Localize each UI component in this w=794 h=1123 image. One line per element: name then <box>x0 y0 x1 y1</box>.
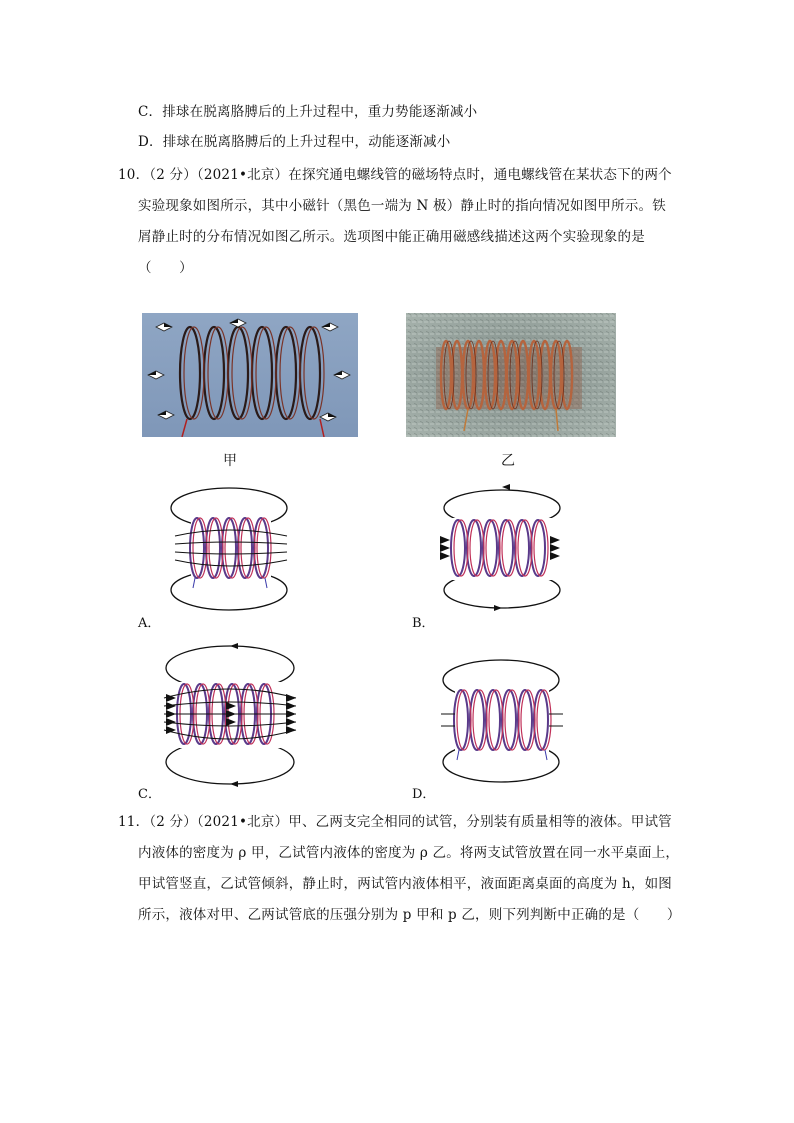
diagram-option-d <box>437 656 567 786</box>
diagram-option-c <box>150 640 310 790</box>
option-a-label: A． <box>138 616 161 631</box>
option-c-label: C． <box>138 787 161 802</box>
q11-stem-line-2: 内液体的密度为 ρ 甲，乙试管内液体的密度为 ρ 乙。将两支试管放置在同一水平桌面上， <box>138 845 680 861</box>
diagram-option-a <box>165 484 295 614</box>
q10-stem-line-3: 屑静止时的分布情况如图乙所示。选项图中能正确用磁感线描述这两个实验现象的是 <box>138 229 645 245</box>
photo-yi-iron-filings <box>406 313 616 437</box>
option-d-text: D．排球在脱离胳膊后的上升过程中，动能逐渐减小 <box>138 134 451 150</box>
option-c-text: C．排球在脱离胳膊后的上升过程中，重力势能逐渐减小 <box>138 104 478 120</box>
diagram-option-b <box>432 484 572 614</box>
q10-stem-line-4: （ ） <box>138 260 193 276</box>
caption-jia: 甲 <box>223 453 237 469</box>
photo-jia-solenoid-compass <box>142 313 358 437</box>
caption-yi: 乙 <box>501 453 515 469</box>
q10-stem-line-1: 10．（2 分）（2021•北京）在探究通电螺线管的磁场特点时，通电螺线管在某状态下的两个 <box>118 167 672 183</box>
q10-stem-line-2: 实验现象如图所示，其中小磁针（黑色一端为 N 极）静止时的指向情况如图甲所示。铁 <box>138 198 666 214</box>
option-d-label: D． <box>412 787 436 802</box>
q11-stem-line-4: 所示，液体对甲、乙两试管底的压强分别为 p 甲和 p 乙，则下列判断中正确的是（ ） <box>138 907 681 923</box>
q11-stem-line-3: 甲试管竖直，乙试管倾斜，静止时，两试管内液体相平，液面距离桌面的高度为 h，如图 <box>138 876 672 892</box>
q11-stem-line-1: 11．（2 分）（2021•北京）甲、乙两支完全相同的试管，分别装有质量相等的液体。甲试管 <box>118 814 672 830</box>
option-b-label: B． <box>412 616 435 631</box>
